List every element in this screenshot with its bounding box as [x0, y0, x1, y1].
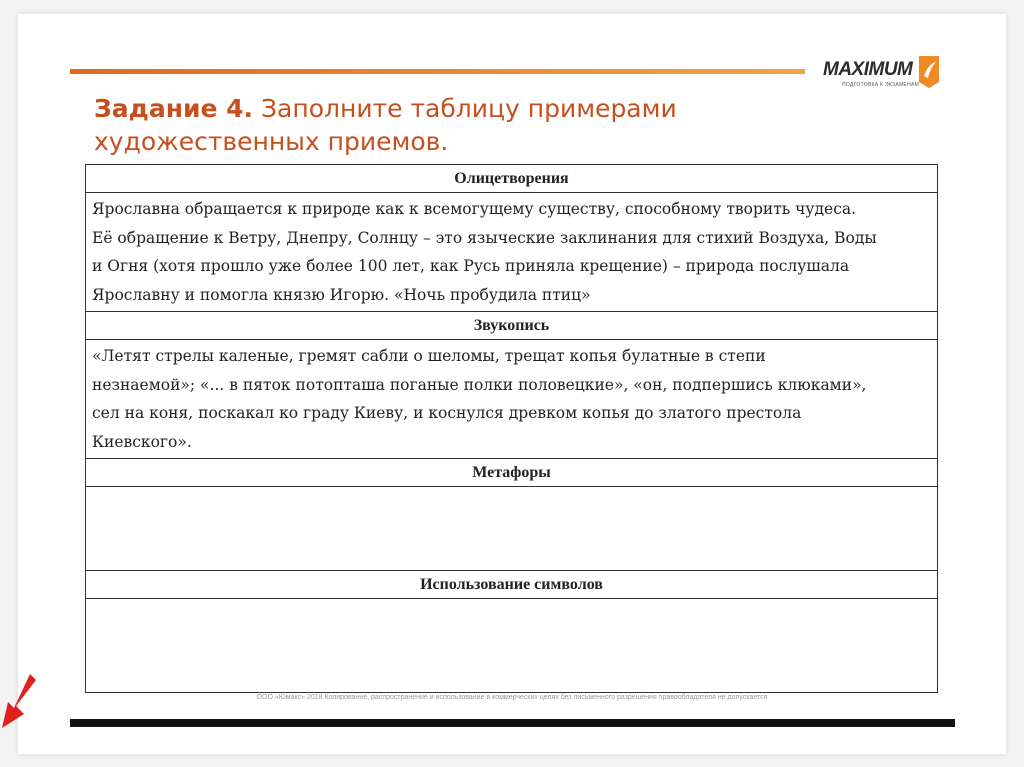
section-header-symbols: Использование символов — [86, 571, 938, 599]
text-line: незнаемой»; «... в пяток потопташа поганые полки половецкие», «он, подпершись клюками», — [92, 375, 867, 394]
text-line: сел на коня, поскакал ко граду Киеву, и коснулся древком копья до златого престола — [92, 404, 802, 422]
section-body-sound[interactable] — [86, 340, 938, 459]
text-line: «Летят стрелы каленые, гремят сабли о шеломы, трещат копья булатные в степи — [92, 347, 766, 365]
table-row — [86, 312, 938, 340]
page-title — [94, 92, 794, 158]
section-header-personification: Олицетворения — [86, 165, 938, 193]
table-row — [86, 487, 938, 571]
red-arrow-icon — [0, 672, 40, 732]
logo-wordmark: MAXIMUM — [823, 59, 913, 80]
text-line: Ярославну и помогла князю Игорю. «Ночь пробудила птиц» — [92, 285, 591, 304]
table-row — [86, 599, 938, 693]
examples-table — [85, 164, 938, 693]
text-line: Её обращение к Ветру, Днепру, Солнцу – это языческие заклинания для стихий Воздуха, Воды — [92, 228, 877, 247]
section-body-symbols[interactable] — [86, 599, 938, 693]
copyright-footer: ООО «Юмакс» 2018 Копирование, распространение и использование в коммерческих целях без письменного разрешения правообладателя не допускается — [256, 694, 768, 701]
task-text-line2: художественных приемов. — [94, 127, 449, 156]
section-body-metaphors[interactable] — [86, 487, 938, 571]
text-line: Ярославна обращается к природе как к всемогущему существу, способному творить чудеса. — [92, 200, 857, 218]
top-orange-rule — [70, 69, 805, 74]
maximum-logo — [820, 52, 945, 96]
table-row — [86, 459, 938, 487]
section-header-metaphors: Метафоры — [86, 459, 938, 487]
table-row — [86, 165, 938, 193]
text-line: и Огня (хотя прошло уже более 100 лет, как Русь приняла крещение) – природа послушала — [92, 257, 850, 275]
table-row — [86, 193, 938, 312]
table-row — [86, 571, 938, 599]
table-row — [86, 340, 938, 459]
logo-mark-icon — [915, 54, 941, 88]
task-number: Задание 4. — [94, 94, 254, 123]
text-line: Киевского». — [92, 432, 192, 451]
section-header-sound: Звукопись — [86, 312, 938, 340]
task-text-line1: Заполните таблицу примерами — [261, 94, 677, 123]
bottom-black-rule — [70, 719, 955, 727]
logo-tagline: ПОДГОТОВКА К ЭКЗАМЕНАМ — [842, 82, 920, 88]
section-body-personification[interactable] — [86, 193, 938, 312]
